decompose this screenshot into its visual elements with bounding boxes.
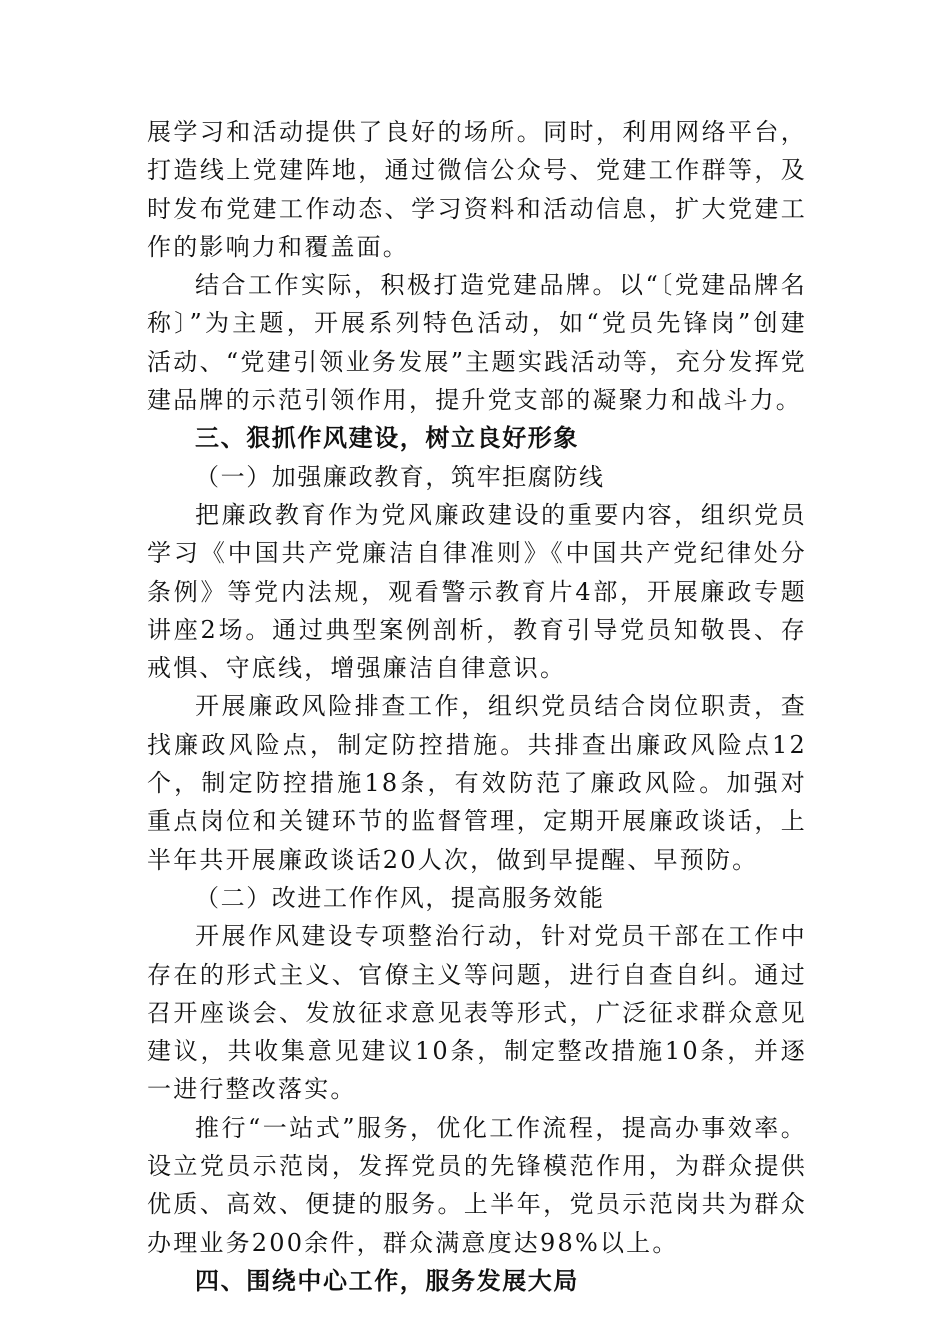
paragraph-party-brand: 结合工作实际，积极打造党建品牌。以“〔党建品牌名称〕”为主题，开展系列特色活动，如“党员先锋岗”创建活动、“党建引领业务发展”主题实践活动等，充分发挥党建品牌的示范引领作用，提升党支部的凝聚力和战斗力。 — [147, 271, 807, 415]
paragraph-risk-check: 开展廉政风险排查工作，组织党员结合岗位职责，查找廉政风险点，制定防控措施。共排查出廉政风险点12个，制定防控措施18条，有效防范了廉政风险。加强对重点岗位和关键环节的监督管理，定期开展廉政谈话，上半年共开展廉政谈话20人次，做到早提醒、早预防。 — [147, 692, 807, 874]
paragraph-integrity-education: 把廉政教育作为党风廉政建设的重要内容，组织党员学习《中国共产党廉洁自律准则》《中国共产党纪律处分条例》等党内法规，观看警示教育片4部，开展廉政专题讲座2场。通过典型案例剖析，教育引导党员知敬畏、存戒惧、守底线，增强廉洁自律意识。 — [147, 500, 807, 683]
document-body — [147, 113, 807, 1300]
paragraph-one-stop-service: 推行“一站式”服务，优化工作流程，提高办事效率。设立党员示范岗，发挥党员的先锋模范作用，为群众提供优质、高效、便捷的服务。上半年，党员示范岗共为群众办理业务200余件，群众满意度达98%以上。 — [147, 1113, 807, 1257]
section-heading-4: 四、围绕中心工作，服务发展大局 — [195, 1266, 579, 1295]
paragraph-style-rectification: 开展作风建设专项整治行动，针对党员干部在工作中存在的形式主义、官僚主义等问题，进行自查自纠。通过召开座谈会、发放征求意见表等形式，广泛征求群众意见建议，共收集意见建议10条，制定整改措施10条，并逐一进行整改落实。 — [147, 922, 807, 1104]
subsection-heading-2: （二）改进工作作风，提高服务效能 — [195, 883, 605, 912]
section-heading-3: 三、狠抓作风建设，树立良好形象 — [195, 424, 579, 453]
paragraph-continued: 展学习和活动提供了良好的场所。同时，利用网络平台，打造线上党建阵地，通过微信公众号、党建工作群等，及时发布党建工作动态、学习资料和活动信息，扩大党建工作的影响力和覆盖面。 — [147, 118, 807, 261]
subsection-heading-1: （一）加强廉政教育，筑牢拒腐防线 — [195, 462, 605, 491]
